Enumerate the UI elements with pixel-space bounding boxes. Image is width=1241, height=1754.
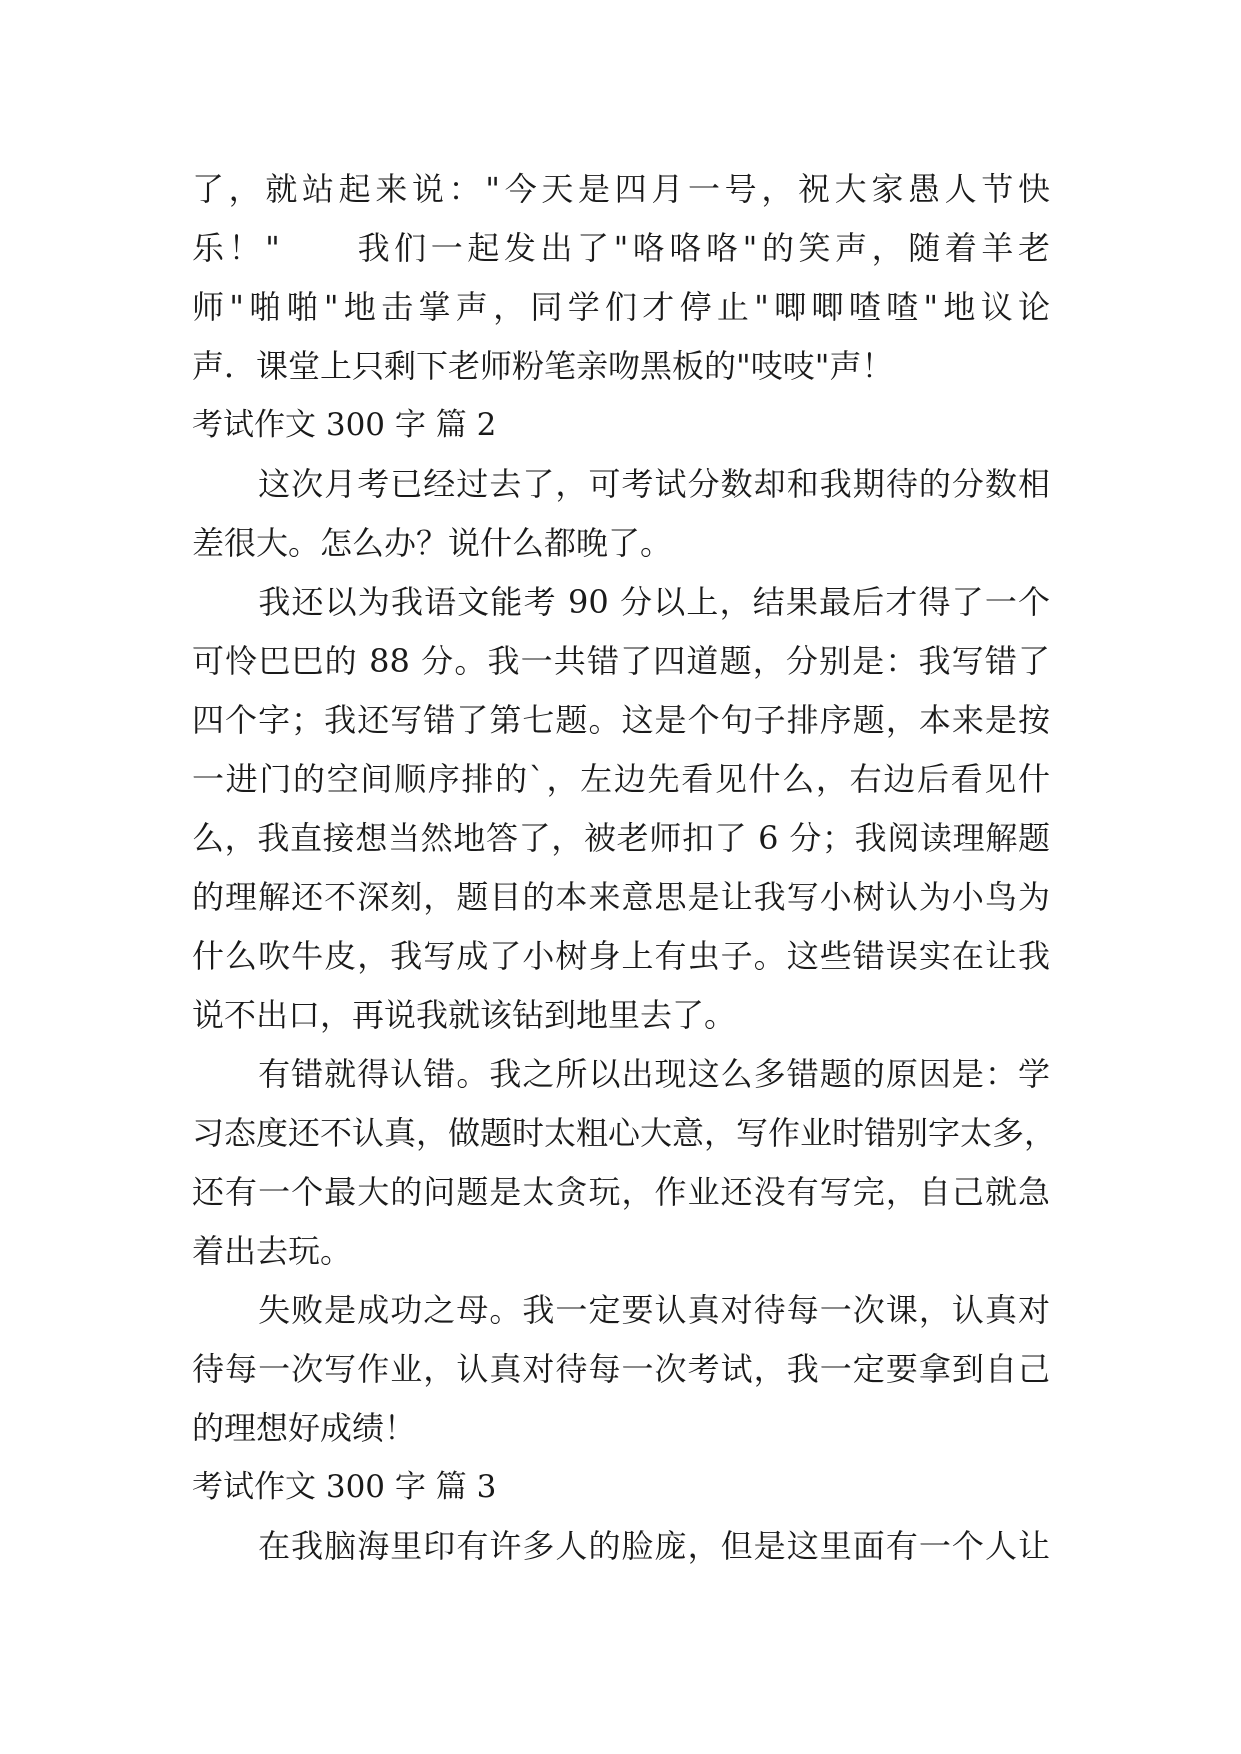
paragraph-line: 待每一次写作业，认真对待每一次考试，我一定要拿到自己 — [192, 1350, 1050, 1388]
paragraph-line: 师"啪啪"地击掌声，同学们才停止"唧唧喳喳"地议论 — [192, 288, 1050, 326]
paragraph-line: 声．课堂上只剩下老师粉笔亲吻黑板的"吱吱"声！ — [192, 347, 894, 385]
paragraph-line: 可怜巴巴的 88 分。我一共错了四道题，分别是：我写错了 — [192, 642, 1050, 680]
paragraph-line: 失败是成功之母。我一定要认真对待每一次课，认真对 — [192, 1291, 1050, 1329]
document-page — [192, 160, 1057, 1576]
paragraph-line: 说不出口，再说我就该钻到地里去了。 — [192, 996, 737, 1034]
paragraph-line: 还有一个最大的问题是太贪玩，作业还没有写完，自己就急 — [192, 1173, 1050, 1211]
paragraph-line: 的理解还不深刻，题目的本来意思是让我写小树认为小鸟为 — [192, 878, 1050, 916]
paragraph-line: 什么吹牛皮，我写成了小树身上有虫子。这些错误实在让我 — [192, 937, 1050, 975]
paragraph-line: 我还以为我语文能考 90 分以上，结果最后才得了一个 — [192, 583, 1050, 621]
paragraph-line: 的理想好成绩！ — [192, 1409, 417, 1447]
paragraph-line: 么，我直接想当然地答了，被老师扣了 6 分；我阅读理解题 — [192, 819, 1050, 857]
paragraph-line: 了，就站起来说："今天是四月一号，祝大家愚人节快 — [192, 170, 1050, 208]
section-heading: 考试作文 300 字 篇 2 — [192, 407, 497, 443]
paragraph-line: 乐！" 我们一起发出了"咯咯咯"的笑声，随着羊老 — [192, 229, 1050, 267]
paragraph-line: 习态度还不认真，做题时太粗心大意，写作业时错别字太多， — [192, 1114, 1057, 1152]
section-heading: 考试作文 300 字 篇 3 — [192, 1469, 497, 1505]
paragraph-line: 这次月考已经过去了，可考试分数却和我期待的分数相 — [192, 465, 1050, 503]
paragraph-line: 在我脑海里印有许多人的脸庞，但是这里面有一个人让 — [192, 1527, 1050, 1565]
paragraph-line: 四个字；我还写错了第七题。这是个句子排序题，本来是按 — [192, 701, 1050, 739]
paragraph-line: 一进门的空间顺序排的`，左边先看见什么，右边后看见什 — [192, 760, 1050, 798]
paragraph-line: 着出去玩。 — [192, 1232, 353, 1270]
paragraph-line: 差很大。怎么办？说什么都晚了。 — [192, 524, 673, 562]
paragraph-line: 有错就得认错。我之所以出现这么多错题的原因是：学 — [192, 1055, 1050, 1093]
